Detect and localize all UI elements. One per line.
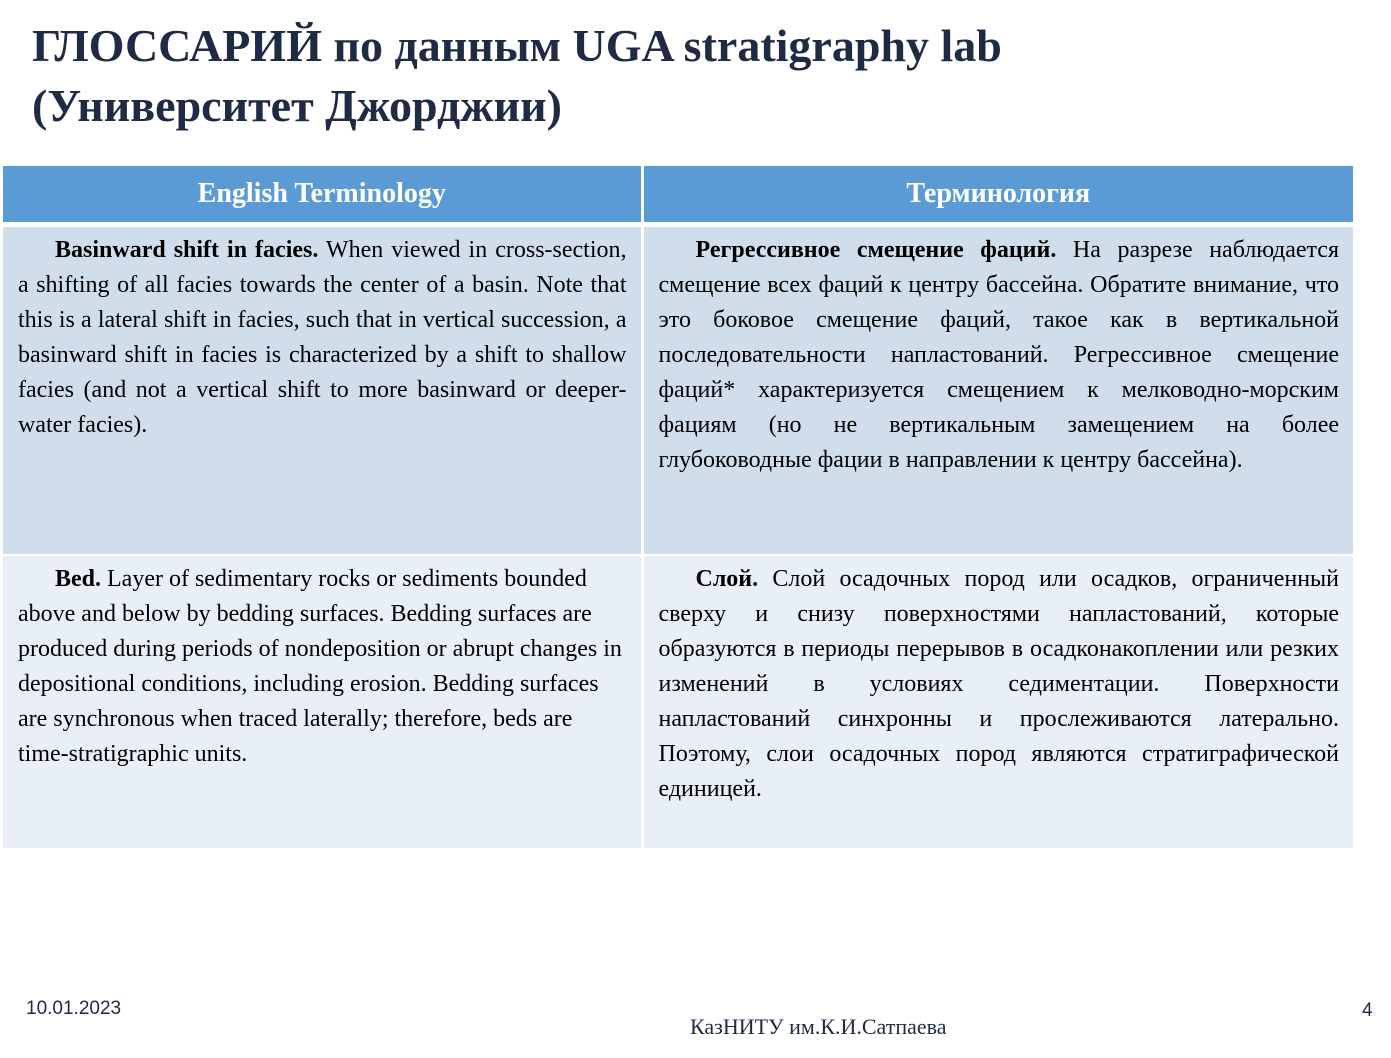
cell-english-definition [3,555,642,849]
term-definition: Слой осадочных пород или осадков, ограниченный сверху и снизу поверхностями напластований, которые образуются в периоды перерывов в осадконакоплении или резких изменений в условиях седиментации. Поверхности напластований синхронны и прослеживаются латерально. Поэтому, слои осадочных пород являются стратиграфической единицей. [658,566,1339,802]
term-name: Bed. [55,566,102,592]
table-header-row [3,166,1353,225]
definition-paragraph [659,233,1340,478]
cell-russian-definition [642,555,1353,849]
definition-paragraph [659,562,1340,807]
header-russian-terminology: Терминология [642,166,1353,225]
term-definition: Layer of sedimentary rocks or sediments bounded above and below by bedding surfaces. Bedding surfaces are produced during periods of nondeposition or abrupt changes in depositional conditions, including erosion. Bedding surfaces are synchronous when traced laterally; therefore, beds are time-stratigraphic units. [18,566,622,767]
term-name: Регрессивное смещение фаций. [695,237,1057,263]
slide-title-line-1: ГЛОССАРИЙ по данным UGA stratigraphy lab [32,20,1002,71]
glossary-table [3,166,1353,850]
definition-paragraph [18,562,627,772]
table-row [3,555,1353,849]
term-definition: When viewed in cross-section, a shifting of all facies towards the center of a basin. Note that this is a lateral shift in facies, such that in vertical succession, a basinward shift in facies is characterized by a shift to shallow facies (and not a vertical shift to more basinward or deeper-water facies). [18,237,627,438]
footer-organization: КазНИТУ им.К.И.Сатпаева [690,1014,947,1039]
page-number: 4 [1362,1000,1373,1021]
term-name: Basinward shift in facies. [55,237,319,263]
header-english-terminology: English Terminology [3,166,642,225]
footer-date: 10.01.2023 [26,998,122,1019]
slide-title-line-2: (Университет Джорджии) [32,80,562,131]
slide-title [32,16,1372,136]
cell-english-definition [3,225,642,556]
term-definition: На разрезе наблюдается смещение всех фаций к центру бассейна. Обратите внимание, что это боковое смещение фаций, такое как в вертикальной последовательности напластований. Регрессивное смещение фаций* характеризуется смещением к мелководно-морским фациям (но не вертикальным замещением на более глубоководные фации в направлении к центру бассейна). [658,237,1339,473]
cell-russian-definition [642,225,1353,556]
term-name: Слой. [695,566,759,592]
definition-paragraph [18,233,627,443]
table-row [3,225,1353,556]
